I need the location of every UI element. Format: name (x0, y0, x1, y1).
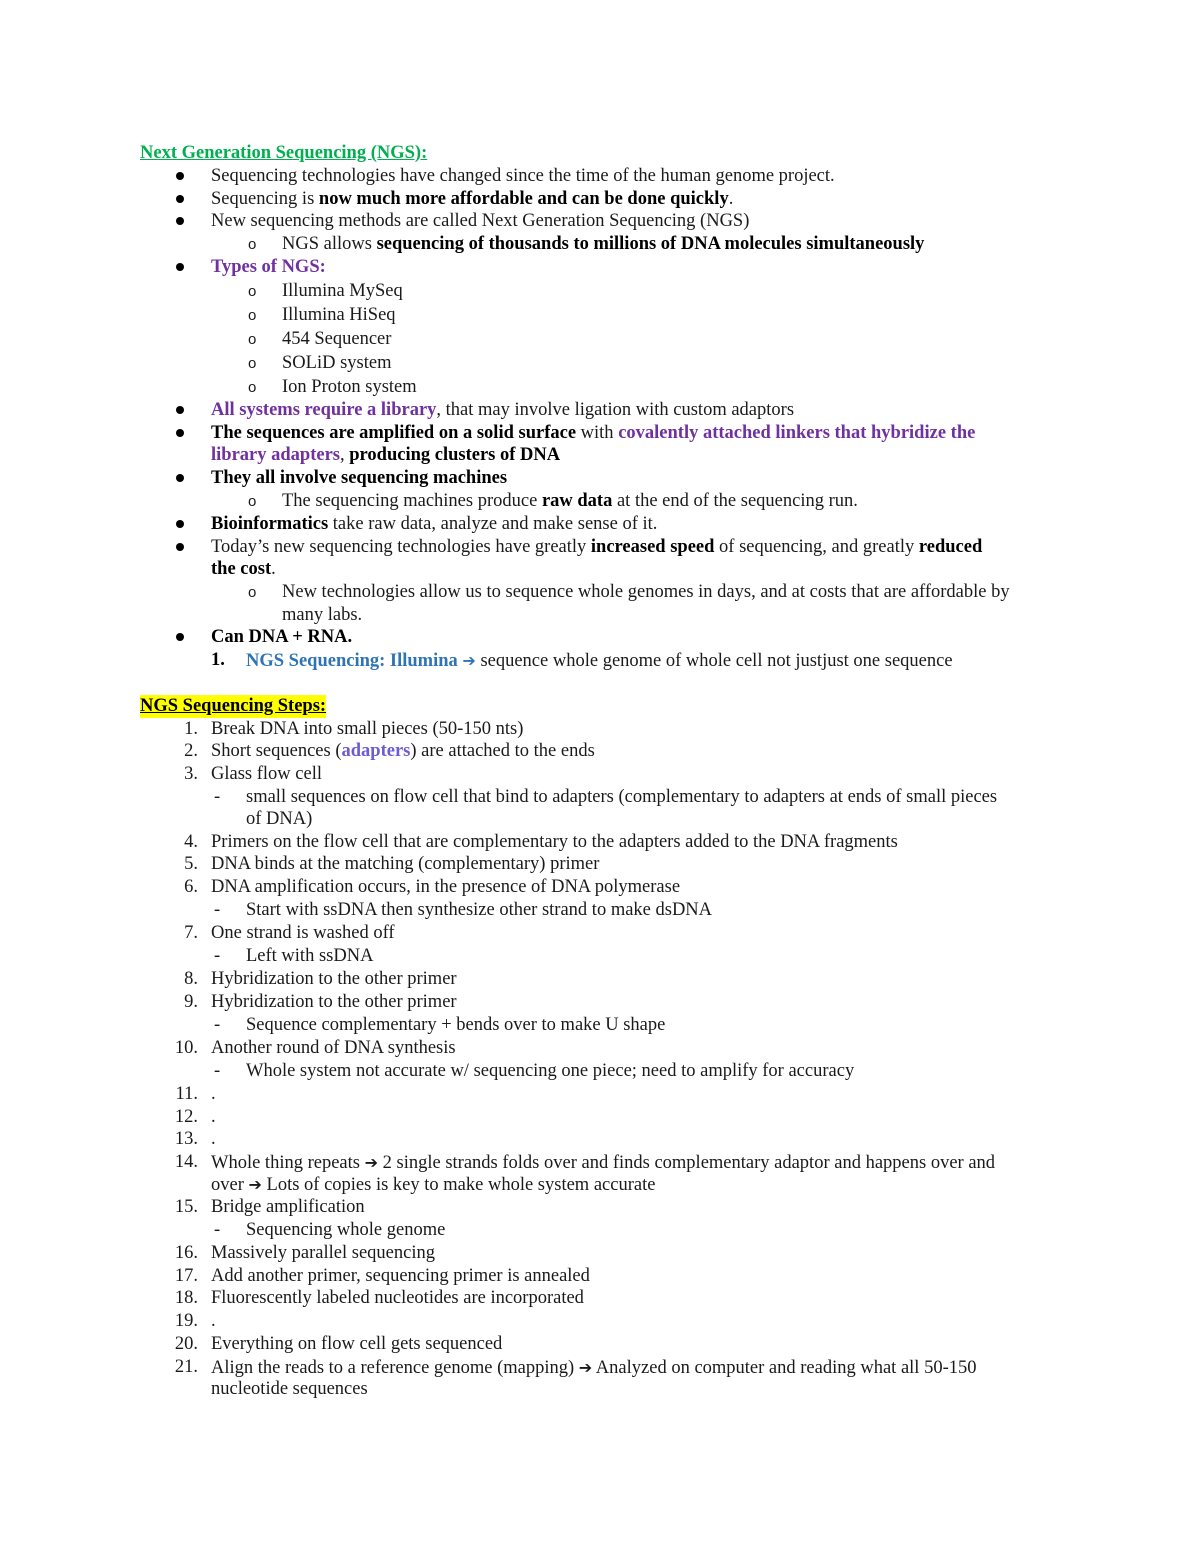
numbered-text: NGS Sequencing: Illumina ➔ sequence whole genome of whole cell not justjust one sequence (246, 651, 953, 671)
bullet (176, 543, 184, 551)
step-text: Everything on flow cell gets sequenced (211, 1334, 503, 1354)
step-text-continued: nucleotide sequences (211, 1379, 368, 1399)
arrow-icon: ➔ (364, 1153, 379, 1172)
bullet (176, 172, 184, 180)
dash-marker: - (214, 1220, 221, 1240)
step-number: 1. (184, 719, 198, 739)
sub-bullet-text: NGS allows sequencing of thousands to millions of DNA molecules simultaneously (282, 234, 925, 254)
step-number: 8. (184, 969, 198, 989)
bullet (176, 406, 184, 414)
step-text: . (211, 1107, 216, 1127)
ngs-type-item: Ion Proton system (282, 377, 417, 397)
bullet-text: Can DNA + RNA. (211, 627, 353, 647)
sub-bullet-marker: o (248, 283, 257, 300)
step-text: Bridge amplification (211, 1197, 365, 1217)
step-text: DNA binds at the matching (complementary) primer (211, 854, 600, 874)
step-number: 12. (174, 1107, 198, 1127)
ngs-type-item: 454 Sequencer (282, 329, 392, 349)
bullet (176, 195, 184, 203)
arrow-icon: ➔ (462, 651, 476, 670)
step-number: 5. (184, 854, 198, 874)
step-number: 20. (174, 1334, 198, 1354)
step-text: Massively parallel sequencing (211, 1243, 435, 1263)
dash-marker: - (214, 900, 221, 920)
sub-bullet-text: New technologies allow us to sequence whole genomes in days, and at costs that are affordable by (282, 582, 1010, 602)
arrow-icon: ➔ (248, 1175, 262, 1194)
dash-marker: - (214, 1015, 221, 1035)
sub-bullet-marker: o (248, 493, 257, 510)
bullet-text: Sequencing technologies have changed since the time of the human genome project. (211, 166, 835, 186)
step-text: Another round of DNA synthesis (211, 1038, 456, 1058)
bullet-text-continued: library adapters, producing clusters of DNA (211, 445, 561, 465)
step-text: One strand is washed off (211, 923, 395, 943)
step-number: 14. (174, 1152, 198, 1172)
step-number: 19. (174, 1311, 198, 1331)
types-of-ngs-heading: Types of NGS: (211, 257, 326, 277)
dash-marker: - (214, 946, 221, 966)
sub-bullet-marker: o (248, 331, 257, 348)
step-subtext: Sequence complementary + bends over to make U shape (246, 1015, 666, 1035)
step-number: 10. (174, 1038, 198, 1058)
step-text: Fluorescently labeled nucleotides are incorporated (211, 1288, 584, 1308)
sub-bullet-marker: o (248, 379, 257, 396)
bullet (176, 429, 184, 437)
step-text: Hybridization to the other primer (211, 992, 457, 1012)
step-number: 17. (174, 1266, 198, 1286)
bullet-text: They all involve sequencing machines (211, 468, 508, 488)
step-text: Align the reads to a reference genome (mapping) ➔ Analyzed on computer and reading what all 50-150 (211, 1358, 977, 1378)
bullet (176, 474, 184, 482)
step-number: 11. (175, 1084, 198, 1104)
ngs-type-item: Illumina HiSeq (282, 305, 396, 325)
step-text: Break DNA into small pieces (50-150 nts) (211, 719, 524, 739)
sub-bullet-text: The sequencing machines produce raw data at the end of the sequencing run. (282, 491, 858, 511)
step-number: 18. (174, 1288, 198, 1308)
step-text: . (211, 1129, 216, 1149)
step-subtext-continued: of DNA) (246, 809, 313, 829)
step-number: 6. (184, 877, 198, 897)
dash-marker: - (214, 1061, 221, 1081)
bullet (176, 263, 184, 271)
bullet-text-continued: the cost. (211, 559, 276, 579)
numbered-marker: 1. (211, 650, 225, 670)
step-subtext: Whole system not accurate w/ sequencing one piece; need to amplify for accuracy (246, 1061, 855, 1081)
bullet-text: New sequencing methods are called Next Generation Sequencing (NGS) (211, 211, 750, 231)
step-text: Hybridization to the other primer (211, 969, 457, 989)
bullet-text: Today’s new sequencing technologies have greatly increased speed of sequencing, and greatly reduced (211, 537, 983, 557)
step-text: Add another primer, sequencing primer is annealed (211, 1266, 590, 1286)
arrow-icon: ➔ (578, 1358, 593, 1377)
sub-bullet-marker: o (248, 307, 257, 324)
bullet-text: The sequences are amplified on a solid surface with covalently attached linkers that hybridize the (211, 423, 976, 443)
bullet (176, 633, 184, 641)
bullet (176, 520, 184, 528)
sub-bullet-text-continued: many labs. (282, 605, 363, 625)
step-number: 9. (184, 992, 198, 1012)
step-number: 3. (184, 764, 198, 784)
dash-marker: - (214, 787, 221, 807)
ngs-type-item: SOLiD system (282, 353, 392, 373)
step-number: 13. (174, 1129, 198, 1149)
step-number: 15. (174, 1197, 198, 1217)
ngs-type-item: Illumina MySeq (282, 281, 403, 301)
step-text: . (211, 1084, 216, 1104)
step-number: 21. (174, 1357, 198, 1377)
step-number: 7. (184, 923, 198, 943)
sub-bullet-marker: o (248, 236, 257, 253)
sub-bullet-marker: o (248, 355, 257, 372)
section-title-ngs: Next Generation Sequencing (NGS): (140, 143, 428, 163)
step-subtext: Start with ssDNA then synthesize other strand to make dsDNA (246, 900, 713, 920)
step-text: Short sequences (adapters) are attached to the ends (211, 741, 595, 761)
step-text: DNA amplification occurs, in the presence of DNA polymerase (211, 877, 681, 897)
step-number: 16. (174, 1243, 198, 1263)
step-text-continued: over ➔ Lots of copies is key to make whole system accurate (211, 1175, 656, 1195)
step-number: 4. (184, 832, 198, 852)
sub-bullet-marker: o (248, 584, 257, 601)
step-subtext: small sequences on flow cell that bind to adapters (complementary to adapters at ends of small pieces (246, 787, 998, 807)
step-text: . (211, 1311, 216, 1331)
bullet (176, 217, 184, 225)
step-text: Primers on the flow cell that are complementary to the adapters added to the DNA fragments (211, 832, 898, 852)
step-number: 2. (184, 741, 198, 761)
step-text: Glass flow cell (211, 764, 322, 784)
bullet-text: Sequencing is now much more affordable and can be done quickly. (211, 189, 734, 209)
step-subtext: Sequencing whole genome (246, 1220, 446, 1240)
step-subtext: Left with ssDNA (246, 946, 374, 966)
bullet-text: All systems require a library, that may involve ligation with custom adaptors (211, 400, 795, 420)
section-title-steps: NGS Sequencing Steps: (140, 696, 327, 716)
bullet-text: Bioinformatics take raw data, analyze and make sense of it. (211, 514, 658, 534)
step-text: Whole thing repeats ➔ 2 single strands folds over and finds complementary adaptor and happens over and (211, 1153, 996, 1173)
